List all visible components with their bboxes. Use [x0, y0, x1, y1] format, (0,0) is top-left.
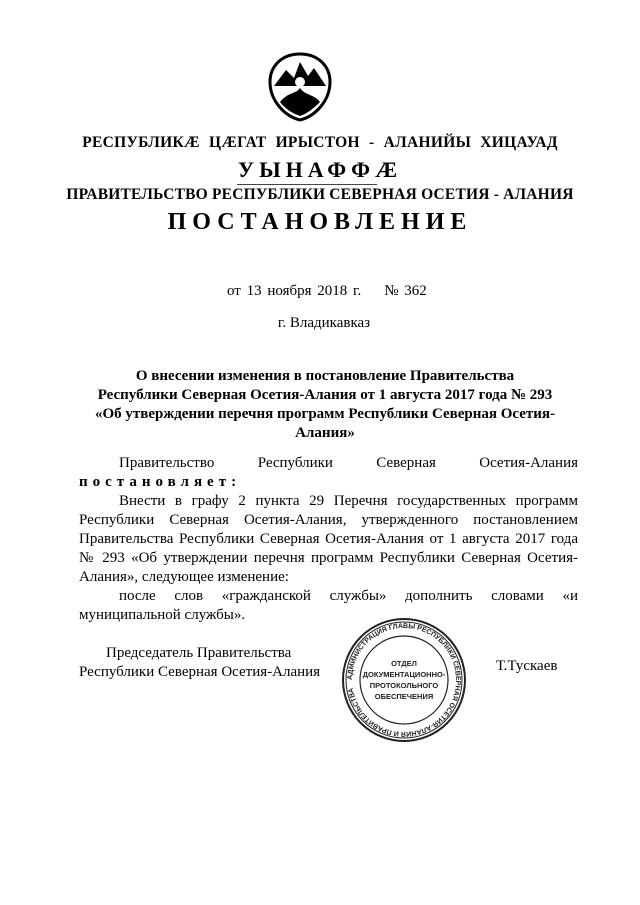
header-ossetian-title: УЫНАФФÆ: [237, 157, 403, 182]
intro-text: Правительство Республики Северная Осетия-Алания: [119, 455, 578, 471]
coat-of-arms-emblem: [266, 52, 334, 122]
position-line-1: Председатель Правительства: [106, 645, 292, 661]
header-ossetian-line: РЕСПУБЛИКÆ ЦÆГАТ ИРЫСТОН - АЛАНИЙЫ ХИЦАУАД: [82, 134, 558, 151]
seal-center-line: ПРОТОКОЛЬНОГО: [369, 681, 439, 690]
document-date-line: [227, 283, 427, 300]
seal-center-line: ОБЕСПЕЧЕНИЯ: [374, 692, 434, 701]
document-type-title: ПОСТАНОВЛЕНИЕ: [167, 209, 473, 235]
header-divider: [237, 184, 377, 185]
paragraph-2: после слов «гражданской службы» дополнить словами «и муниципальной службы».: [79, 588, 578, 623]
seal-ring-text: АДМИНИСТРАЦИЯ ГЛАВЫ РЕСПУБЛИКИ СЕВЕРНАЯ ОСЕТИЯ-АЛАНИЯ И ПРАВИТЕЛЬСТВА: [346, 622, 462, 738]
document-city: г. Владикавказ: [277, 315, 371, 331]
paragraph-1: Внести в графу 2 пункта 29 Перечня государственных программ Республики Северная Осетия-Алания, утвержденного постановлением Правительства Республики Северная Осетия-Алания от 1 августа 2017 года № 293 «Об утверждении перечня программ Республики Северная Осетия-Алания», следующее изменение:: [79, 493, 578, 585]
signatory-name: Т.Тускаев: [496, 658, 558, 674]
subject-line: «Об утверждении перечня программ Республики Северная Осетия-: [94, 406, 556, 422]
decree-word: постановляет:: [79, 474, 242, 490]
position-line-2: Республики Северная Осетия-Алания: [79, 664, 321, 680]
subject-line: Республики Северная Осетия-Алания от 1 августа 2017 года № 293: [97, 387, 553, 403]
document-date: от 13 ноября 2018 г.: [227, 283, 362, 299]
subject-line: О внесении изменения в постановление Правительства: [135, 368, 515, 384]
decree-intro: [79, 454, 578, 492]
subject-line: Алания»: [295, 425, 355, 441]
seal-center-line: ОТДЕЛ: [391, 659, 417, 668]
document-body: [79, 454, 578, 625]
signatory-position: [79, 644, 320, 682]
header-russian-line: ПРАВИТЕЛЬСТВО РЕСПУБЛИКИ СЕВЕРНАЯ ОСЕТИЯ - АЛАНИЯ: [66, 186, 574, 203]
svg-text:АДМИНИСТРАЦИЯ ГЛАВЫ РЕСПУБЛИКИ: [347, 623, 461, 737]
document-subject: [80, 367, 570, 443]
official-seal: [334, 618, 474, 742]
document-number: № 362: [384, 283, 427, 299]
seal-center-line: ДОКУМЕНТАЦИОННО-: [362, 670, 446, 679]
